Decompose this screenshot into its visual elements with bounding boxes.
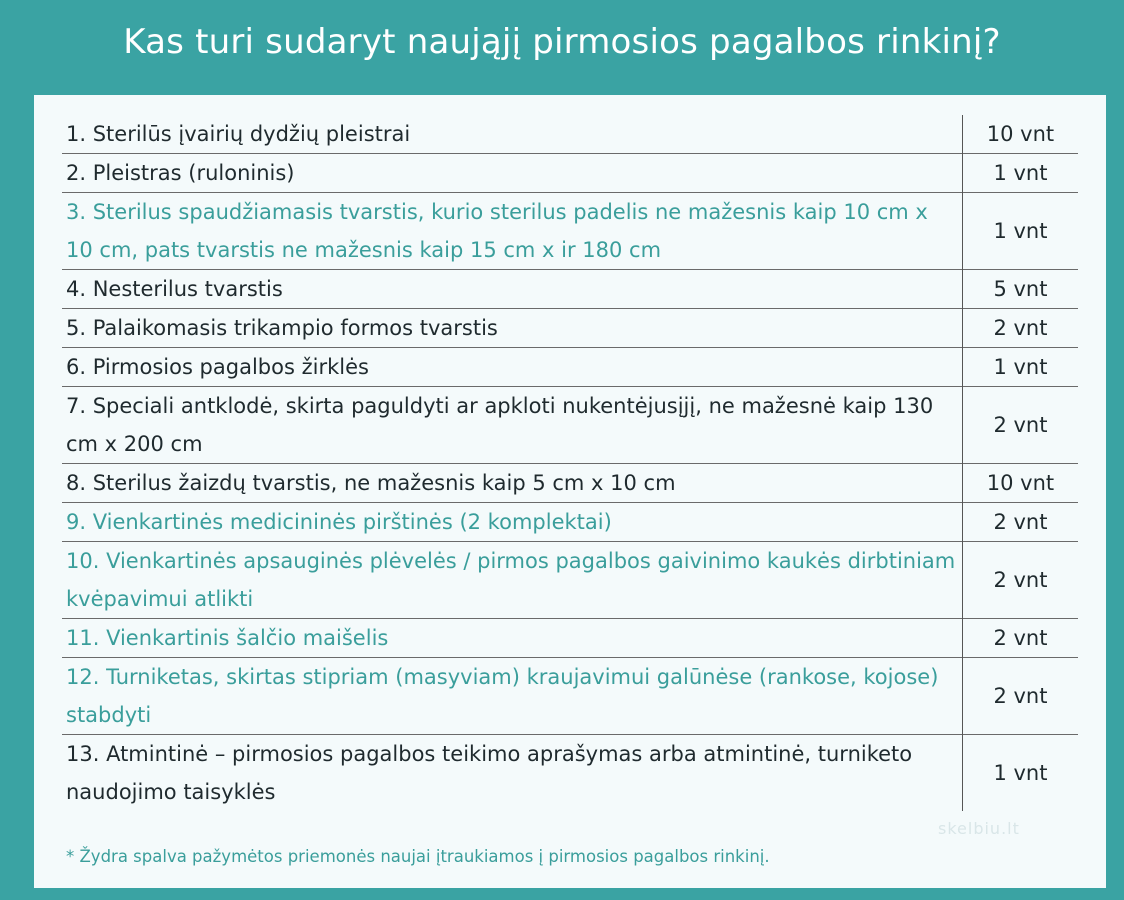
item-text: 4. Nesterilus tvarstis — [66, 277, 283, 301]
item-text: 7. Speciali antklodė, skirta paguldyti ar apkloti nukentėjusįjį, ne mažesnė kaip 130 cm x 200 cm — [66, 394, 934, 456]
table-row — [62, 464, 1078, 503]
table-row — [62, 193, 1078, 270]
item-text: 12. Turniketas, skirtas stipriam (masyviam) kraujavimui galūnėse (rankose, kojose) stabdyti — [66, 665, 939, 727]
item-qty: 10 vnt — [962, 464, 1078, 503]
item-text: 6. Pirmosios pagalbos žirklės — [66, 355, 369, 379]
table-row — [62, 503, 1078, 542]
footnote: * Žydra spalva pažymėtos priemonės naujai įtraukiamos į pirmosios pagalbos rinkinį. — [66, 847, 770, 866]
watermark: skelbiu.lt — [938, 819, 1020, 838]
item-qty: 1 vnt — [962, 154, 1078, 193]
table-row — [62, 619, 1078, 658]
item-text: 13. Atmintinė – pirmosios pagalbos teikimo aprašymas arba atmintinė, turniketo naudojimo taisyklės — [66, 742, 913, 804]
table-row — [62, 542, 1078, 619]
item-qty: 2 vnt — [962, 658, 1078, 735]
item-qty: 1 vnt — [962, 348, 1078, 387]
item-text: 3. Sterilus spaudžiamasis tvarstis, kurio sterilus padelis ne mažesnis kaip 10 cm x 10 cm, pats tvarstis ne mažesnis kaip 15 cm x ir 180 cm — [66, 200, 928, 262]
item-text: 1. Sterilūs įvairių dydžių pleistrai — [66, 122, 411, 146]
item-qty: 2 vnt — [962, 309, 1078, 348]
item-text: 11. Vienkartinis šalčio maišelis — [66, 626, 389, 650]
item-qty: 2 vnt — [962, 619, 1078, 658]
table-row — [62, 348, 1078, 387]
item-text: 10. Vienkartinės apsauginės plėvelės / pirmos pagalbos gaivinimo kaukės dirbtiniam kvėpavimui atlikti — [66, 549, 956, 611]
item-text: 5. Palaikomasis trikampio formos tvarstis — [66, 316, 498, 340]
kit-card — [34, 95, 1106, 888]
item-qty: 1 vnt — [962, 735, 1078, 812]
item-qty: 2 vnt — [962, 503, 1078, 542]
item-qty: 5 vnt — [962, 270, 1078, 309]
item-qty: 1 vnt — [962, 193, 1078, 270]
item-qty: 2 vnt — [962, 542, 1078, 619]
table-row — [62, 309, 1078, 348]
table-row — [62, 387, 1078, 464]
item-text: 9. Vienkartinės medicininės pirštinės (2 komplektai) — [66, 510, 612, 534]
table-row — [62, 270, 1078, 309]
kit-table — [62, 115, 1078, 811]
item-qty: 10 vnt — [962, 115, 1078, 154]
table-row — [62, 115, 1078, 154]
page-title: Kas turi sudaryt naująjį pirmosios pagalbos rinkinį? — [123, 22, 1001, 62]
item-text: 2. Pleistras (ruloninis) — [66, 161, 295, 185]
item-qty: 2 vnt — [962, 387, 1078, 464]
table-row — [62, 735, 1078, 812]
table-row — [62, 658, 1078, 735]
table-row — [62, 154, 1078, 193]
item-text: 8. Sterilus žaizdų tvarstis, ne mažesnis kaip 5 cm x 10 cm — [66, 471, 676, 495]
